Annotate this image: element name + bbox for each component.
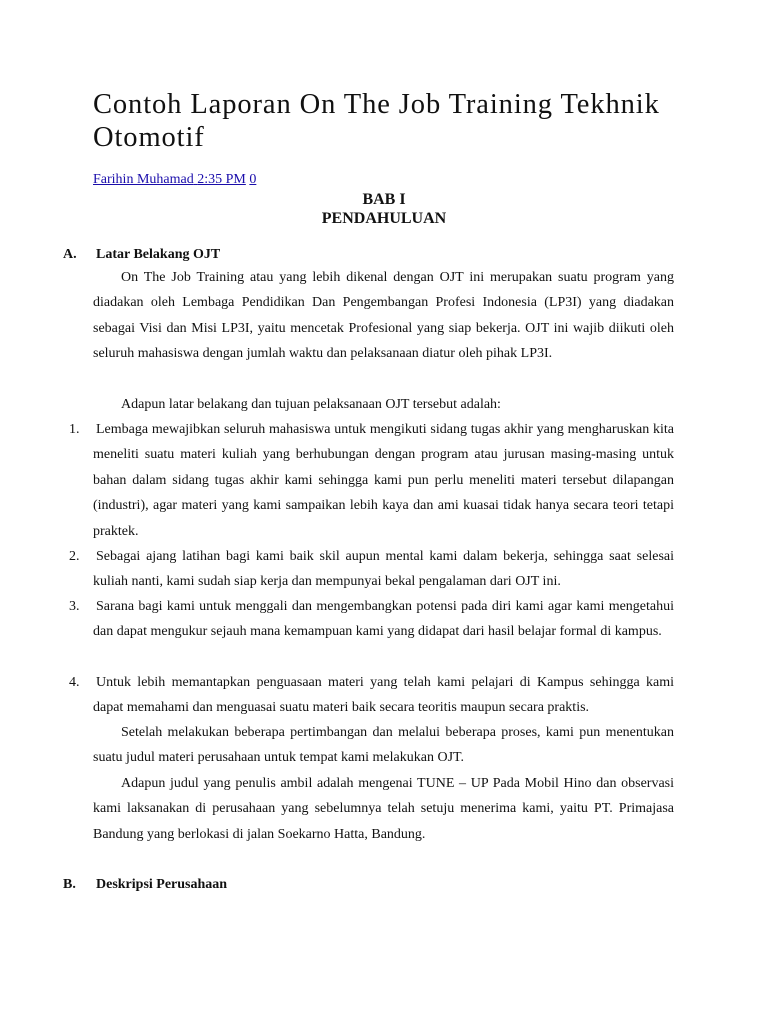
list-item xyxy=(69,417,674,544)
section-b-title: Deskripsi Perusahaan xyxy=(96,877,228,892)
paragraph-selection: Setelah melakukan beberapa pertimbangan dan melalui beberapa proses, kami pun menentukan suatu judul materi perusahaan untuk tempat kami melakukan OJT. xyxy=(93,725,674,766)
list-number: 3. xyxy=(69,599,80,614)
paragraph-purpose: Adapun latar belakang dan tujuan pelaksanaan OJT tersebut adalah: xyxy=(121,397,501,412)
list-number: 1. xyxy=(69,422,80,437)
section-b-letter: B. xyxy=(63,877,76,892)
list-number: 4. xyxy=(69,675,80,690)
author-link[interactable]: Farihin Muhamad 2:35 PM xyxy=(93,172,246,187)
section-a-title: Latar Belakang OJT xyxy=(96,247,221,262)
list-number: 2. xyxy=(69,549,80,564)
section-b-heading xyxy=(63,876,227,894)
paragraph-intro: On The Job Training atau yang lebih dikenal dengan OJT ini merupakan suatu program yang diadakan oleh Lembaga Pendidikan Dan Pengembangan Profesi Indonesia (LP3I) yang diadakan sebagai Visi dan Misi LP3I, yaitu mencetak Profesional yang siap bekerja. OJT ini wajib diikuti oleh seluruh mahasiswa dengan jumlah waktu dan pelaksanaan diatur oleh pihak LP3I. xyxy=(93,270,674,362)
list-text: Untuk lebih memantapkan penguasaan materi yang telah kami pelajari di Kampus sehingga kami dapat memahami dan menguasai suatu materi baik secara teoritis maupun secara praktis. xyxy=(93,675,674,716)
page-title: Contoh Laporan On The Job Training Tekhnik Otomotif xyxy=(93,89,660,153)
chapter-number: BAB I xyxy=(362,191,406,208)
chapter-name: PENDAHULUAN xyxy=(321,210,447,227)
comments-link[interactable]: 0 xyxy=(249,172,257,187)
list-text: Lembaga mewajibkan seluruh mahasiswa untuk mengikuti sidang tugas akhir yang mengharuskan kita meneliti suatu materi kuliah yang berhubungan dengan program atau jurusan masing-masing untuk bahan dalam sidang tugas akhir kami sehingga kami pun perlu meneliti materi tersebut dilapangan (industri), agar materi yang kami sampaikan lebih kaya dan ami kuasai tidak hanya secara teori tetapi praktek. xyxy=(93,422,674,539)
list-text: Sarana bagi kami untuk menggali dan mengembangkan potensi pada diri kami agar kami mengetahui dan dapat mengukur sejauh mana kemampuan kami yang didapat dari hasil belajar formal di kampus. xyxy=(93,599,674,640)
list-item xyxy=(69,544,674,595)
list-item xyxy=(69,594,674,645)
section-a-letter: A. xyxy=(63,247,77,262)
list-item xyxy=(69,670,674,721)
list-text: Sebagai ajang latihan bagi kami baik skil aupun mental kami dalam bekerja, sehingga saat selesai kuliah nanti, kami sudah siap kerja dan mempunyai bekal pengalaman dari OJT ini. xyxy=(93,549,674,590)
section-a-heading xyxy=(63,246,220,264)
paragraph-topic: Adapun judul yang penulis ambil adalah mengenai TUNE – UP Pada Mobil Hino dan observasi kami laksanakan di perusahaan yang sebelumnya telah setuju menerima kami, yaitu PT. Primajasa Bandung yang berlokasi di jalan Soekarno Hatta, Bandung. xyxy=(93,776,674,842)
post-meta xyxy=(93,171,256,189)
